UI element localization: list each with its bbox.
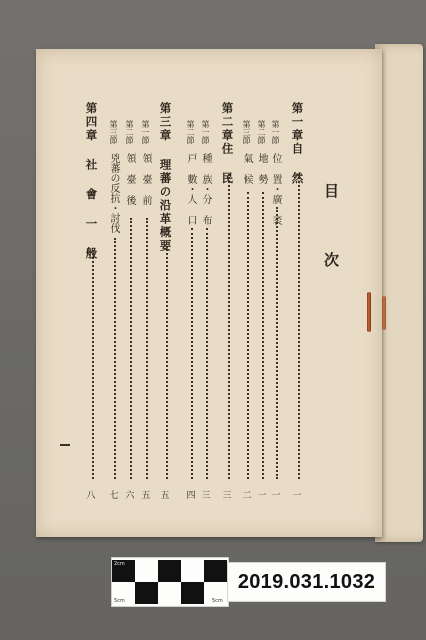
page-number: 一 xyxy=(257,491,267,501)
section-title: 領 臺 後 xyxy=(124,153,135,205)
toc-chapter-1 xyxy=(291,102,303,186)
scale-square xyxy=(181,582,204,604)
leader-dots xyxy=(166,246,168,479)
catalog-number-label: 2019.031.1032 xyxy=(227,562,386,602)
section-label: 第一節 xyxy=(271,120,280,144)
chapter-title: 自 然 xyxy=(290,142,305,186)
chapter-label: 第一章 xyxy=(290,102,305,143)
toc-chapter-2 xyxy=(221,102,233,186)
toc-chapter-3 xyxy=(159,102,171,253)
leader-dots xyxy=(262,192,264,479)
leader-dots xyxy=(191,228,193,479)
chapter-title: 住 民 xyxy=(220,142,235,186)
toc-section-2-2 xyxy=(185,120,195,225)
section-label: 第二節 xyxy=(186,120,195,144)
section-label: 第二節 xyxy=(257,120,266,144)
page-number: 一 xyxy=(292,491,302,501)
page-number: 五 xyxy=(141,491,151,501)
page-number: 三 xyxy=(222,491,232,501)
leader-dots xyxy=(206,228,208,479)
leader-dots xyxy=(276,207,278,479)
toc-section-2-1 xyxy=(200,120,210,225)
facing-page xyxy=(375,44,423,542)
page-number: 四 xyxy=(186,491,196,501)
section-title: 氣 候 xyxy=(241,153,252,184)
leader-dots xyxy=(92,250,94,479)
section-label: 第三節 xyxy=(242,120,251,144)
page-number: 一 xyxy=(271,491,281,501)
scale-square xyxy=(158,560,181,582)
chapter-label: 第四章 xyxy=(84,102,99,143)
toc-chapter-4 xyxy=(85,102,97,261)
section-label: 第三節 xyxy=(109,120,118,144)
toc-section-3-3 xyxy=(108,120,118,233)
section-label: 第二節 xyxy=(125,120,134,144)
leader-dots xyxy=(247,192,249,479)
section-title: 領 臺 前 xyxy=(140,153,151,205)
scale-label-left: 5cm xyxy=(114,598,125,604)
chapter-label: 第二章 xyxy=(220,102,235,143)
page-number: 五 xyxy=(160,491,170,501)
section-label: 第一節 xyxy=(141,120,150,144)
chapter-label: 第三章 xyxy=(158,102,173,143)
chapter-title: 社 會 一 般 xyxy=(84,158,99,261)
binding-thread-2 xyxy=(382,296,386,330)
section-label: 第一節 xyxy=(201,120,210,144)
leader-dots xyxy=(130,218,132,479)
section-title: 地 勢 xyxy=(256,153,267,184)
page-folio xyxy=(60,444,70,446)
toc-title: 目 次 xyxy=(322,183,340,285)
page-number: 八 xyxy=(86,491,96,501)
leader-dots xyxy=(298,174,300,479)
leader-dots xyxy=(146,218,148,479)
leader-dots xyxy=(114,238,116,479)
scale-label-top: 2cm xyxy=(114,561,125,567)
page-number: 六 xyxy=(125,491,135,501)
scale-label-right: 5cm xyxy=(212,598,223,604)
leader-dots xyxy=(228,174,230,479)
toc-section-1-3 xyxy=(241,120,251,184)
page-number: 二 xyxy=(242,491,252,501)
page-number: 七 xyxy=(109,491,119,501)
binding-thread-1 xyxy=(367,292,371,332)
section-title: 種 族・分 布 xyxy=(200,153,211,225)
page-number: 三 xyxy=(201,491,211,501)
color-scale-card xyxy=(111,557,229,607)
toc-section-1-1 xyxy=(270,120,280,225)
scale-square xyxy=(135,582,158,604)
section-title: 戸 數・人 口 xyxy=(185,153,196,225)
toc-section-1-2 xyxy=(256,120,266,184)
scale-square xyxy=(204,560,227,582)
section-title: 位 置・廣 袤 xyxy=(270,153,281,225)
section-title: 兇蕃の反抗・討伐 xyxy=(108,153,119,233)
toc-section-3-2 xyxy=(124,120,134,205)
toc-section-3-1 xyxy=(140,120,150,205)
chapter-title: 理蕃の沿革概要 xyxy=(158,158,173,253)
